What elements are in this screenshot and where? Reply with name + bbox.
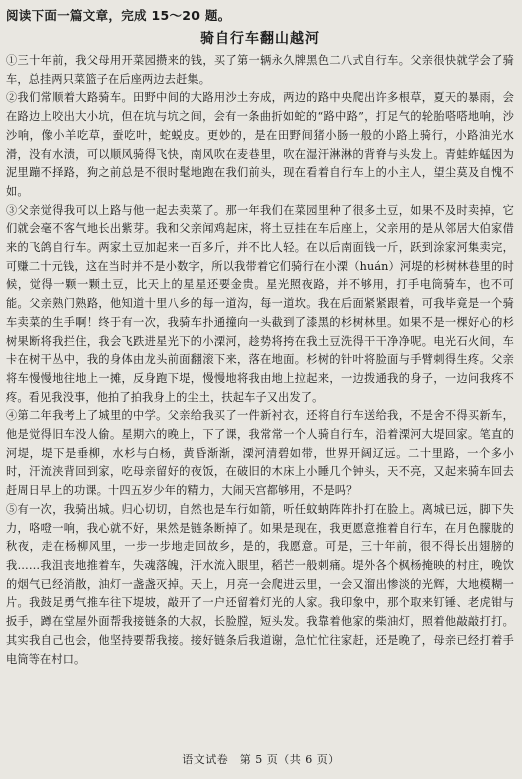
- paragraph-2: ②我们常顺着大路骑车。田野中间的大路用沙土夯成，两边的路中央爬出许多根草，夏天的暴雨，会在路边上咬出大小坑，但在坑与坑之间，会有一条曲折如蛇的“路中路”，打足气的轮胎嗒嗒地响，沙沙响，像小羊吃草，蚕吃叶，蛇蜕皮。更妙的，是在田野间猪小肠一般的小路上骑行，小路油光水滑，没有水渍，可以顺风骑得飞快，南风吹在麦巷里，吹在湿汗淋淋的背脊与头发上。青蛙蚱蜢因为泥里蹦不择路，狗之前总是不很时髦地跑在我们前头，现在看着自行车上的小主人，望尘莫及自愧不如。: [6, 91, 514, 198]
- article-title: 骑自行车翻山越河: [200, 31, 320, 47]
- paragraph-1: ①三十年前，我父母用开菜园攒来的钱，买了第一辆永久牌黑色二八式自行车。父亲很快就学会了骑车，总挂两只菜篮子在后座两边去赶集。: [6, 54, 514, 86]
- paragraph-5: ⑤有一次，我骑出城。归心切切，自然也是车行如箭，听任蚊蚋阵阵扑打在脸上。离城已远，脚下失力，咯噔一响，我心就不好，果然是链条断掉了。如果是现在，我更愿意推着自行车，在月色朦胧的秋夜，走在杨柳风里，一步一步地走回故乡，是的，我愿意。可是，三十年前，很不得长出翅膀的我……我沮丧地推着车，失魂落魄，汗水流入眼里，稻芒一般刺痛。堤外各个枫杨掩映的村庄，晚饮的烟气已经消散，油灯一盏盏灭掉。天上，月亮一会爬进云里，一会又溜出惨淡的光辉，大地模糊一片。我鼓足勇气推车往下堤坡，敲开了一户还留着灯光的人家。我印象中，那个取来钉锤、老虎钳与扳手，蹲在堂屋外面帮我接链条的大叔，长脸膛，短头发。我靠着他家的柴油灯，照着他敲敲打打。其实我自己也会，他坚持要帮我接。接好链条后我道谢，急忙忙往家赶，还是晚了，母亲已经打着手电筒等在村口。: [6, 502, 514, 666]
- page-footer: 语文试卷 第 5 页（共 6 页）: [182, 753, 340, 766]
- paragraph-4: ④第二年我考上了城里的中学。父亲给我买了一件新衬衣，还将自行车送给我，不是舍不得买新车，他是觉得旧车没人偷。星期六的晚上，下了课，我常常一个人骑自行车，沿着溧河大堤回家。笔直的河堤，堤下是垂柳，水杉与白杨，黄昏渐渐，溧河清碧如带，世界开阔辽远。二十里路，一个多小时，汗流浃背回到家，吃母亲留好的夜饭，在破旧的木床上小睡几个钟头，天不亮，又起来骑车回去赶周日早上的功课。十四五岁少年的精力，大闹天宫都够用，不是吗？: [6, 409, 514, 498]
- question-instruction: 阅读下面一篇文章，完成 15～20 题。: [6, 8, 231, 23]
- article-body: [6, 52, 514, 669]
- paragraph-3: ③父亲觉得我可以上路与他一起去卖菜了。那一年我们在菜园里种了很多土豆，如果不及时卖掉，它们就会毫不客气地长出紫芽。我和父亲闻鸡起床，将土豆挂在车后座上，父亲用的是从邻居大伯家借来的飞鸽自行车。两家土豆加起来一百多斤，并不比人轻。在以后南面钱一斤，跃到涂家河集卖完，可赚二十元钱，这在当时并不是小数字，所以我带着它们骑行在小溧（huán）河堤的杉树林巷里的时候，觉得一颗一颗土豆，比天上的星星还要金贵。星光照夜路，并不够用，打手电筒骑车，也不可能。父亲熟门熟路，他知道十里八乡的每一道沟，每一道坎。我在后面紧紧跟着，可我毕竟是一个骑车卖菜的生手啊！终于有一次，我骑车扑通撞向一头截到了漆黑的杉树林里。如果不是一棵好心的杉树果断将我拦住，我会飞跌进星光下的小溧河，趁势将挎在我土豆洗得干干净净呢。电光石火间，车卡在树干丛中，我的身体由龙头前面翻滚下来，落在地面。杉树的针叶将脸面与手臂刺得生疼。父亲将车慢慢地往地上一摊，反身跑下堤，慢慢地将我由地上拉起来，一边拨通我的身子，一边问我疼不疼。看见我没事，他拍了拍我身上的尘土，扶起车子又出发了。: [6, 203, 514, 404]
